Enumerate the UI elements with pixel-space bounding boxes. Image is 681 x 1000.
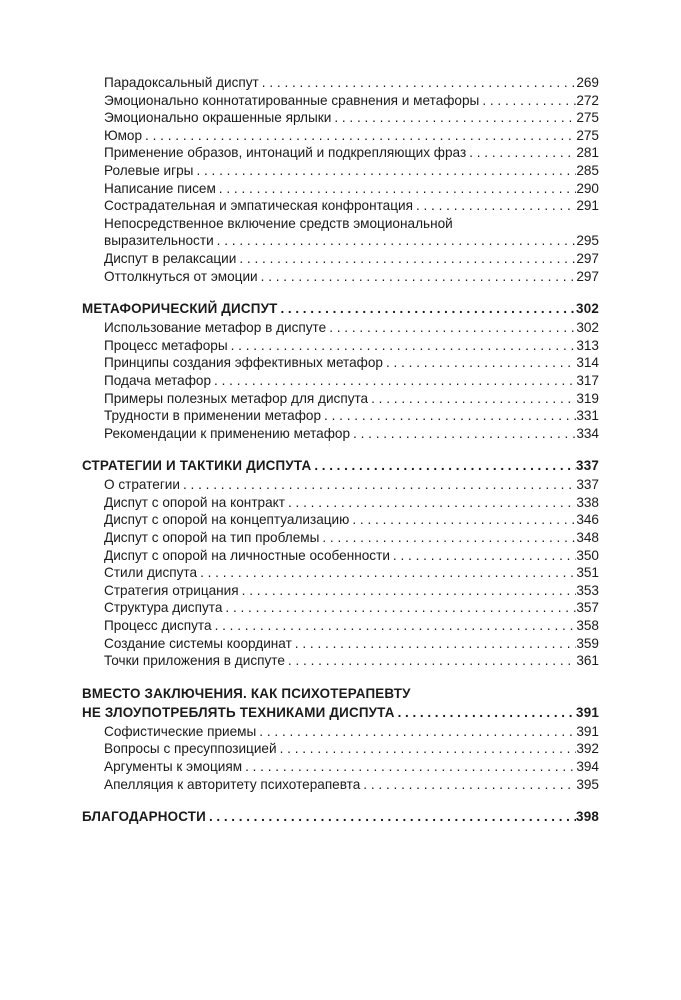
toc-chapter-title-line: ВМЕСТО ЗАКЛЮЧЕНИЯ. КАК ПСИХОТЕРАПЕВТУ	[82, 685, 411, 701]
toc-entry-title: Точки приложения в диспуте	[104, 653, 285, 669]
toc-chapter-title: МЕТАФОРИЧЕСКИЙ ДИСПУТ	[82, 301, 278, 317]
leader-dots	[206, 807, 576, 826]
toc-entry-page: 351	[576, 565, 599, 581]
leader-dots	[216, 180, 577, 198]
toc-entry	[82, 162, 599, 180]
toc-entry-title: Диспут в релаксации	[104, 250, 237, 266]
leader-dots	[211, 372, 576, 390]
toc-chapter-title: СТРАТЕГИИ И ТАКТИКИ ДИСПУТА	[82, 458, 312, 474]
leader-dots	[479, 92, 576, 110]
toc-entry-page: 348	[576, 530, 599, 546]
toc-entry	[82, 652, 599, 670]
toc-entry-page: 395	[576, 776, 599, 792]
toc-entry	[82, 268, 599, 286]
toc-entry-page: 295	[576, 233, 599, 249]
leader-dots	[236, 250, 576, 268]
leader-dots	[228, 337, 577, 355]
toc-entry	[82, 425, 599, 443]
toc-entry-page: 391	[576, 723, 599, 739]
toc-entry-title: Примеры полезных метафор для диспута	[104, 390, 369, 406]
toc-entry-page: 346	[576, 512, 599, 528]
toc-entry-page: 290	[576, 180, 599, 196]
toc-entry-page: 297	[576, 250, 599, 266]
leader-dots	[256, 723, 576, 741]
toc-entry-page: 338	[576, 494, 599, 510]
leader-dots	[349, 511, 576, 529]
toc-entry	[82, 564, 599, 582]
toc-entry-title: Использование метафор в диспуте	[104, 320, 327, 336]
toc-entry-title-line: Непосредственное включение средств эмоциональной	[104, 215, 453, 231]
toc-chapter-metaphor	[82, 299, 599, 318]
toc-entry-title: Принципы создания эффективных метафор	[104, 355, 383, 371]
toc-chapter-heading	[82, 807, 599, 826]
toc-chapter-page: 398	[576, 809, 599, 825]
toc-entry-page: 392	[576, 741, 599, 757]
leader-dots	[350, 425, 576, 443]
toc-entry	[82, 511, 599, 529]
toc-entry	[82, 582, 599, 600]
toc-chapter-metaphor-items	[82, 319, 599, 442]
leader-dots	[239, 582, 577, 600]
leader-dots	[390, 547, 576, 565]
toc-entry-page: 350	[576, 547, 599, 563]
leader-dots	[285, 652, 576, 670]
toc-entry	[82, 197, 599, 215]
toc-chapter-page: 391	[576, 704, 599, 720]
toc-chapter-conclusion-items	[82, 723, 599, 793]
toc-entry-title: Подача метафор	[104, 372, 212, 388]
toc-entry-page: 302	[576, 320, 599, 336]
toc-chapter-heading	[82, 703, 599, 722]
toc-entry-title: Создание системы координат	[104, 635, 292, 651]
leader-dots	[326, 319, 576, 337]
toc-entry-page: 358	[576, 618, 599, 634]
leader-dots	[142, 127, 576, 145]
toc-entry-page: 285	[576, 162, 599, 178]
toc-entry-title: Оттолкнуться от эмоции	[104, 268, 258, 284]
toc-entry	[82, 109, 599, 127]
table-of-contents	[82, 74, 599, 827]
toc-entry	[82, 390, 599, 408]
leader-dots	[466, 144, 576, 162]
leader-dots	[277, 740, 577, 758]
leader-dots	[311, 456, 576, 475]
toc-entry	[82, 547, 599, 565]
toc-entry-title: Софистические приемы	[104, 723, 257, 739]
toc-entry-page: 313	[576, 337, 599, 353]
toc-entry-title: Процесс метафоры	[104, 337, 228, 353]
toc-entry	[82, 372, 599, 390]
leader-dots	[360, 776, 576, 794]
toc-entry	[82, 232, 599, 250]
toc-entry-title: Рекомендации к применению метафор	[104, 425, 351, 441]
toc-chapter-conclusion	[82, 684, 599, 722]
toc-entry-title: Стили диспута	[104, 565, 198, 581]
toc-entry-title: Аргументы к эмоциям	[104, 759, 243, 774]
toc-entry-page: 357	[576, 600, 599, 616]
toc-entry	[82, 407, 599, 425]
toc-entry-page: 317	[576, 372, 599, 388]
toc-entry-title: Парадоксальный диспут	[104, 75, 259, 90]
leader-dots	[331, 109, 576, 127]
toc-entry-title: Эмоционально коннотатированные сравнения и метафоры	[104, 92, 480, 108]
toc-entry	[82, 776, 599, 794]
leader-dots	[292, 635, 577, 653]
toc-chapter-strategy	[82, 456, 599, 475]
leader-dots	[242, 758, 576, 776]
toc-entry-title: Трудности в применении метафор	[104, 408, 322, 424]
toc-entry-title: Ролевые игры	[104, 162, 194, 178]
leader-dots	[258, 268, 577, 286]
toc-entry-page: 353	[576, 582, 599, 598]
toc-entry-page: 291	[576, 198, 599, 214]
toc-entry	[82, 127, 599, 145]
toc-entry	[82, 723, 599, 741]
toc-entry-page: 297	[576, 268, 599, 284]
toc-entry-title: Диспут с опорой на тип проблемы	[104, 530, 320, 546]
toc-entry-page: 337	[576, 477, 599, 493]
toc-chapter-strategy-items	[82, 476, 599, 670]
leader-dots	[259, 74, 577, 92]
toc-entry	[82, 92, 599, 110]
toc-entry-page: 319	[576, 390, 599, 406]
toc-entry-title: выразительности	[104, 233, 214, 249]
leader-dots	[413, 197, 576, 215]
toc-entry-title: Диспут с опорой на концептуализацию	[104, 512, 350, 528]
toc-entry	[82, 635, 599, 653]
toc-chapter-heading	[82, 299, 599, 318]
leader-dots	[383, 354, 576, 372]
toc-entry	[82, 337, 599, 355]
toc-entry-page: 314	[576, 355, 599, 371]
toc-entry-title: Написание писем	[104, 180, 216, 196]
leader-dots	[193, 162, 576, 180]
leader-dots	[368, 390, 576, 408]
toc-entry	[82, 319, 599, 337]
leader-dots	[319, 529, 576, 547]
toc-entry	[82, 599, 599, 617]
toc-entry-page: 394	[576, 759, 599, 774]
toc-entry-page: 275	[576, 110, 599, 126]
toc-entry-page: 275	[576, 127, 599, 143]
toc-entry	[82, 617, 599, 635]
leader-dots	[395, 703, 576, 722]
toc-entry-title: Сострадательная и эмпатическая конфронтация	[104, 198, 413, 214]
toc-chapter-title: БЛАГОДАРНОСТИ	[82, 809, 206, 825]
toc-entry	[82, 74, 599, 92]
leader-dots	[197, 564, 576, 582]
toc-entry	[82, 740, 599, 758]
leader-dots	[277, 299, 576, 318]
toc-entry-title: Апелляция к авторитету психотерапевта	[104, 776, 361, 792]
toc-entry-page: 272	[576, 92, 599, 108]
leader-dots	[214, 232, 577, 250]
leader-dots	[222, 599, 576, 617]
toc-entry	[82, 494, 599, 512]
toc-entry-title: Юмор	[104, 127, 143, 143]
toc-entry	[82, 250, 599, 268]
leader-dots	[180, 476, 576, 494]
toc-entry	[82, 144, 599, 162]
toc-entry	[82, 758, 599, 776]
toc-entry	[82, 180, 599, 198]
toc-entry-page: 361	[576, 653, 599, 669]
toc-entry-title: Диспут с опорой на контракт	[104, 494, 285, 510]
toc-entry-title: Процесс диспута	[104, 618, 212, 634]
toc-entry-title: Эмоционально окрашенные ярлыки	[104, 110, 332, 126]
toc-entry	[82, 529, 599, 547]
toc-section-continued	[82, 74, 599, 285]
toc-chapter-page: 337	[576, 458, 599, 474]
toc-entry-title: Диспут с опорой на личностные особенности	[104, 547, 390, 563]
toc-entry-title: Вопросы с пресуппозицией	[104, 741, 277, 757]
toc-entry-page: 359	[576, 635, 599, 651]
leader-dots	[321, 407, 576, 425]
leader-dots	[212, 617, 577, 635]
toc-entry-title: Применение образов, интонаций и подкрепляющих фраз	[104, 145, 467, 161]
toc-chapter-thanks	[82, 807, 599, 826]
toc-entry-page: 281	[576, 145, 599, 161]
toc-entry	[82, 476, 599, 494]
leader-dots	[285, 494, 576, 512]
toc-chapter-title: НЕ ЗЛОУПОТРЕБЛЯТЬ ТЕХНИКАМИ ДИСПУТА	[82, 704, 395, 720]
toc-entry-page: 331	[576, 408, 599, 424]
toc-entry-page: 269	[576, 75, 599, 90]
toc-chapter-page: 302	[576, 301, 599, 317]
toc-entry	[82, 354, 599, 372]
toc-chapter-heading	[82, 456, 599, 475]
toc-entry-title: Структура диспута	[104, 600, 223, 616]
toc-entry-title: Стратегия отрицания	[104, 582, 239, 598]
toc-entry-page: 334	[576, 425, 599, 441]
toc-entry-title: О стратегии	[104, 477, 180, 493]
